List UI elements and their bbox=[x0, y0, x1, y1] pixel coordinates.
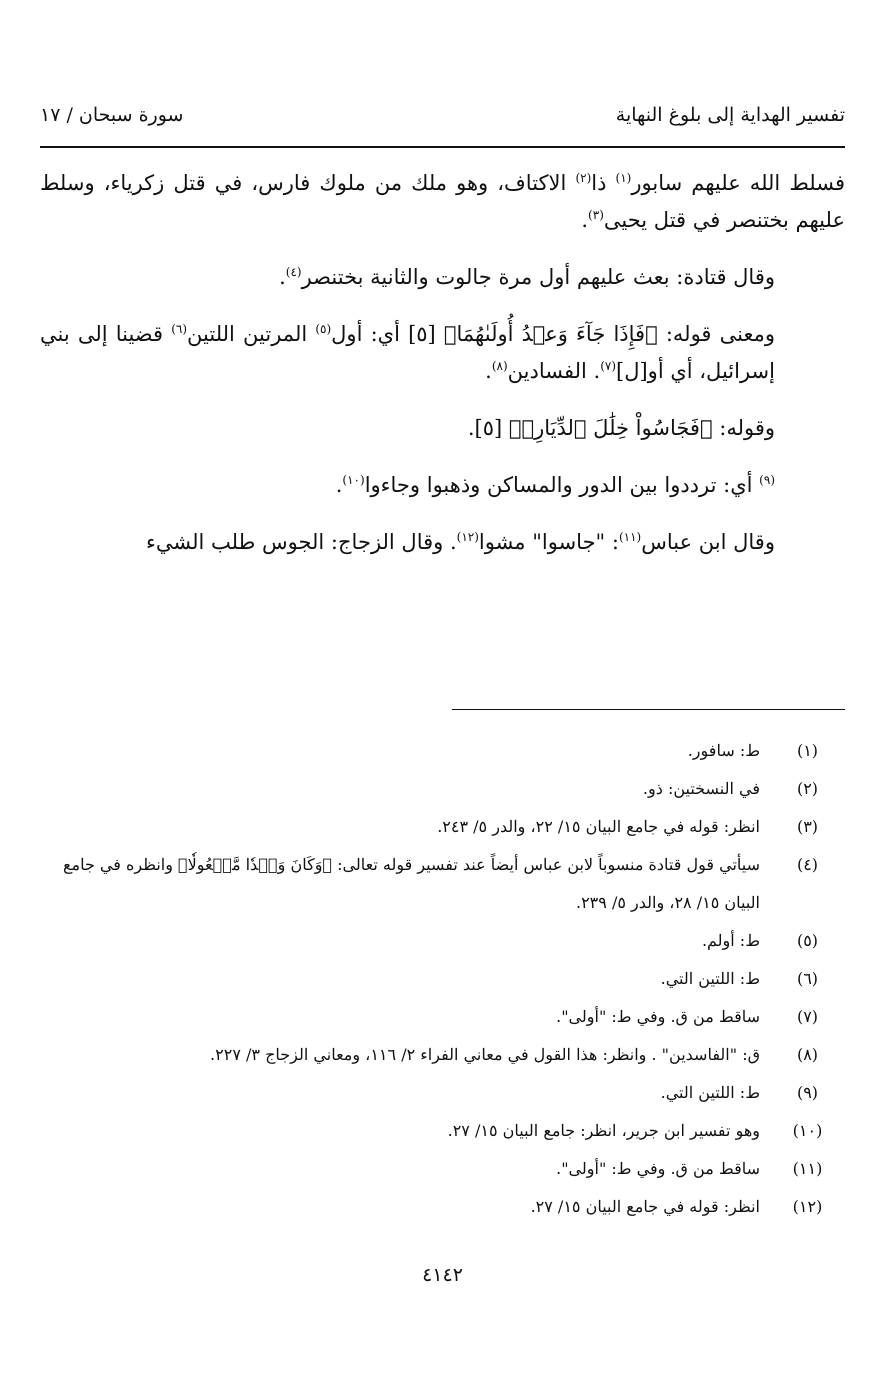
footnote-item bbox=[40, 846, 845, 922]
footnote-text: وهو تفسير ابن جرير، انظر: جامع البيان ١٥/ ٢٧. bbox=[447, 1121, 760, 1140]
footnote-number: (٥) bbox=[796, 931, 819, 950]
running-header bbox=[40, 100, 845, 136]
footnote-number: (٤) bbox=[796, 855, 819, 874]
footnote-text: انظر: قوله في جامع البيان ١٥/ ٢٢، والدر ٥/ ٢٤٣. bbox=[437, 817, 760, 836]
quran-verse: ﴿فَإِذَا جَآءَ وَعۡدُ أُولَىٰهُمَا﴾ bbox=[443, 322, 658, 346]
footnote-item bbox=[40, 960, 845, 998]
footnote-text: ق: "الفاسدين" . وانظر: هذا القول في معاني الفراء ٢/ ١١٦، ومعاني الزجاج ٣/ ٢٢٧. bbox=[210, 1045, 760, 1064]
paragraph bbox=[40, 316, 845, 390]
footnote-ref: (٨) bbox=[491, 359, 508, 373]
text-run: [٥]. bbox=[467, 416, 509, 440]
footnote-ref: (١١) bbox=[618, 530, 642, 544]
footnote-number: (٦) bbox=[796, 969, 819, 988]
text-run: . الفسادين bbox=[507, 359, 601, 383]
footnote-ref: (٤) bbox=[285, 265, 302, 279]
footnote-item bbox=[40, 1188, 845, 1226]
footnote-ref: (٦) bbox=[171, 322, 188, 336]
footnote-text: في النسختين: ذو. bbox=[642, 779, 760, 798]
text-run: . bbox=[581, 208, 589, 232]
footnote-text: ط: اللتين التي. bbox=[660, 969, 760, 988]
footnote-ref: (١٢) bbox=[456, 530, 479, 544]
paragraph bbox=[40, 165, 845, 239]
text-run: . bbox=[485, 359, 492, 383]
footnote-text: سيأتي قول قتادة منسوباً لابن عباس أيضاً عند تفسير قوله تعالى: ﴿وَكَانَ وَعۡدٗا مَّفۡعُولٗا﴾ وانظره في جامع البيان ١٥/ ٢٨، والدر ٥/ ٢٣٩. bbox=[62, 855, 760, 912]
text-run: قضينا إلى بني إسرائيل، أي أو[ل] bbox=[40, 322, 775, 383]
footnote-divider bbox=[452, 709, 845, 710]
text-run: فسلط الله عليهم سابور bbox=[631, 171, 845, 195]
footnote-ref: (١) bbox=[615, 171, 632, 185]
text-run: المرتين اللتين bbox=[187, 322, 316, 346]
quran-verse: ﴿فَجَاسُواْ خِلَٰلَ ٱلدِّيَارِۚ﴾ bbox=[508, 416, 713, 440]
text-run: . وقال الزجاج: الجوس طلب الشيء bbox=[146, 530, 457, 554]
footnote-item bbox=[40, 922, 845, 960]
footnote-text: ط: اللتين التي. bbox=[660, 1083, 760, 1102]
footnote-item bbox=[40, 1112, 845, 1150]
paragraph bbox=[40, 410, 845, 447]
paragraph bbox=[40, 259, 845, 296]
footnote-text: انظر: قوله في جامع البيان ١٥/ ٢٧. bbox=[530, 1197, 760, 1216]
footnote-number: (١) bbox=[796, 741, 819, 760]
footnote-text: ساقط من ق. وفي ط: "أولى". bbox=[556, 1159, 760, 1178]
footnote-text: ط: أولم. bbox=[701, 931, 760, 950]
footnote-item bbox=[40, 998, 845, 1036]
text-run: ومعنى قوله: bbox=[657, 322, 775, 346]
footnote-ref: (٧) bbox=[600, 359, 617, 373]
text-run: الاكتاف، وهو ملك من ملوك فارس، في قتل زكرياء، وسلط عليهم بختنصر في قتل يحيى bbox=[40, 171, 845, 232]
footnote-item bbox=[40, 1150, 845, 1188]
footnote-number: (٢) bbox=[796, 779, 819, 798]
footnote-number: (١٢) bbox=[792, 1197, 823, 1216]
text-run: . bbox=[335, 473, 343, 497]
footnote-ref: (١٠) bbox=[342, 473, 365, 487]
footnote-text: ساقط من ق. وفي ط: "أولى". bbox=[556, 1007, 760, 1026]
main-text bbox=[40, 165, 845, 581]
text-run: . bbox=[279, 265, 286, 289]
text-run: ذا bbox=[591, 171, 616, 195]
book-title: تفسير الهداية إلى بلوغ النهاية bbox=[615, 104, 845, 126]
text-run: وقال قتادة: بعث عليهم أول مرة جالوت والثانية بختنصر bbox=[301, 265, 775, 289]
footnote-number: (٧) bbox=[796, 1007, 819, 1026]
footnote-text: ط: سافور. bbox=[687, 741, 760, 760]
footnote-number: (٩) bbox=[796, 1083, 819, 1102]
header-divider bbox=[40, 146, 845, 148]
footnote-number: (٣) bbox=[796, 817, 819, 836]
text-run: [٥] أي: أول bbox=[331, 322, 444, 346]
surah-title: سورة سبحان / ١٧ bbox=[40, 104, 184, 126]
text-run: وقوله: bbox=[712, 416, 775, 440]
footnotes bbox=[40, 732, 845, 1226]
text-run: أي: ترددوا بين الدور والمساكن وذهبوا وجاءوا bbox=[364, 473, 760, 497]
footnote-item bbox=[40, 732, 845, 770]
footnote-item bbox=[40, 1074, 845, 1112]
footnote-ref: (٩) bbox=[759, 473, 775, 487]
text-run: : "جاسوا" مشوا bbox=[478, 530, 619, 554]
paragraph bbox=[40, 524, 845, 561]
footnote-number: (١١) bbox=[792, 1159, 823, 1178]
footnote-ref: (٢) bbox=[575, 171, 592, 185]
page-number: ٤١٤٢ bbox=[422, 1264, 463, 1286]
footnote-ref: (٥) bbox=[315, 322, 332, 336]
footnote-number: (١٠) bbox=[792, 1121, 823, 1140]
footnote-ref: (٣) bbox=[588, 208, 604, 222]
text-run: وقال ابن عباس bbox=[641, 530, 775, 554]
footnote-item bbox=[40, 770, 845, 808]
footnote-number: (٨) bbox=[796, 1045, 819, 1064]
footnote-item bbox=[40, 1036, 845, 1074]
paragraph bbox=[40, 467, 845, 504]
footnote-item bbox=[40, 808, 845, 846]
